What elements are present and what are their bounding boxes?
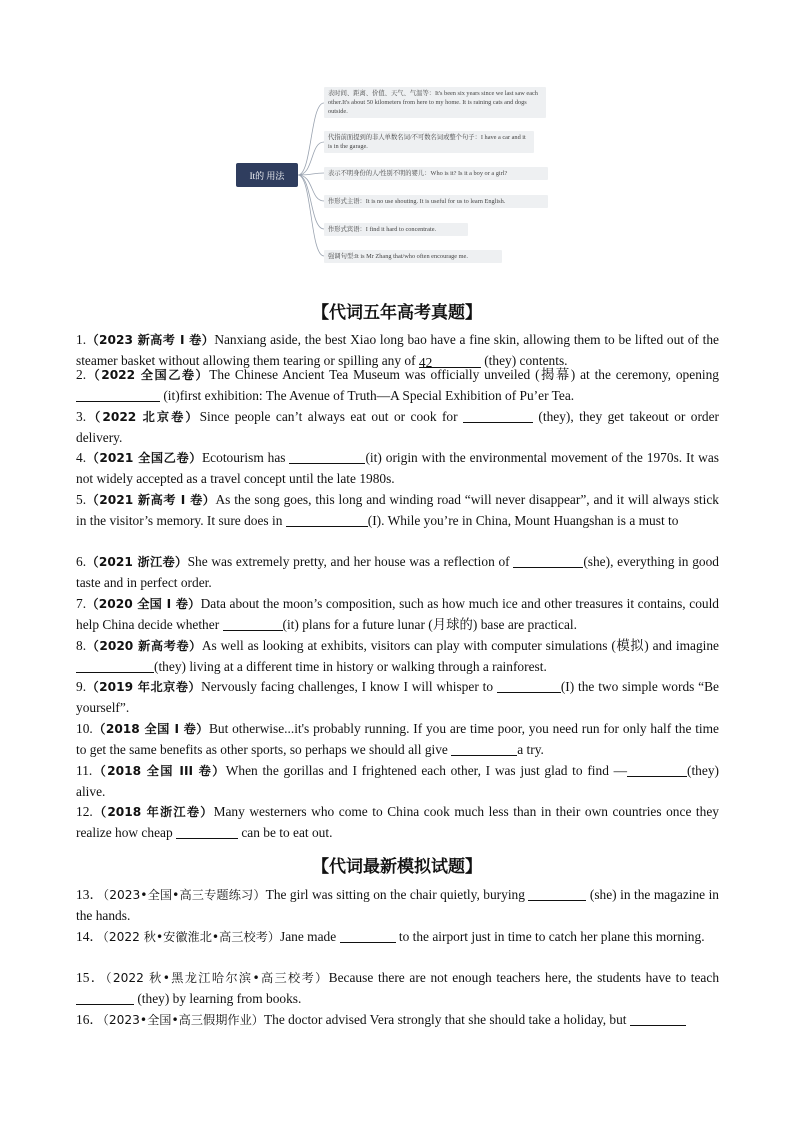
question-7: 7.（2020 全国 I 卷）Data about the moon’s composition, such as how much ice and other treasures it contains, could help China decide whether (it) plans for a future lunar (月球的) base are practical. (76, 596, 720, 632)
mindmap-node-unknown-identity: 表示不明身份的人/性别不明的婴儿：Who is it? Is it a boy or a girl? (324, 167, 548, 180)
answer-blank[interactable] (463, 408, 533, 423)
question-2: 2.（2022 全国乙卷）The Chinese Ancient Tea Museum was officially unveiled (揭幕) at the ceremony, opening (it)first exhibition: The Avenue of Truth—A Special Exhibition of Pu’er Tea. (76, 367, 720, 403)
mindmap-node-reference: 代指前面提到的非人单数名词/不可数名词或整个句子：I have a car and it is in the garage. (324, 131, 534, 153)
answer-blank[interactable] (627, 762, 687, 777)
question-9: 9.（2019 年北京卷）Nervously facing challenges, I know I will whisper to (I) the two simple words “Be yourself”. (76, 679, 719, 715)
mindmap-node-formal-subject: 作形式主语：It is no use shouting. It is useful for us to learn English. (324, 195, 548, 208)
question-3: 3.（2022 北京卷）Since people can’t always eat out or cook for (they), they get takeout or order delivery. (76, 409, 720, 445)
answer-blank[interactable] (223, 616, 283, 631)
answer-blank[interactable] (76, 990, 134, 1005)
section-title-mock: 【代词最新模拟试题】 (312, 857, 482, 877)
answer-blank[interactable]: 42 (419, 353, 481, 368)
question-1: 1.（2023 新高考 I 卷）Nanxiang aside, the best Xiao long bao have a fine skin, allowing them to be lifted out of the steamer basket without allowing them tearing or spilling any of 42 (they) contents. (76, 332, 719, 370)
answer-blank[interactable] (513, 553, 583, 568)
answer-blank[interactable] (76, 387, 160, 402)
question-14: 14．（2022 秋•安徽淮北•高三校考）Jane made to the airport just in time to catch her plane this morning. (76, 929, 705, 944)
question-10: 10.（2018 全国 I 卷）But otherwise...it's probably running. If you are time poor, you need run for only half the time to get the same benefits as other sports, so perhaps we should all give a try. (76, 721, 719, 757)
question-8: 8.（2020 新高考卷）As well as looking at exhibits, visitors can play with computer simulations (模拟) and imagine (they) living at a different time in history or walking through a rainforest. (76, 638, 719, 674)
answer-blank[interactable] (340, 928, 396, 943)
mindmap-node-time-distance: 表时间、距离、价值、天气、气温等：It's been six years since we last saw each other.It's about 50 kilometers from here to my home. It is raining cats and dogs outside. (324, 87, 546, 118)
section-title-gaokao: 【代词五年高考真题】 (312, 303, 482, 323)
answer-blank[interactable] (528, 886, 586, 901)
mindmap-node-emphasis: 强调句型:It is Mr Zhang that/who often encourage me. (324, 250, 502, 263)
question-4: 4.（2021 全国乙卷）Ecotourism has (it) origin with the environmental movement of the 1970s. It was not widely accepted as a travel concept until the late 1980s. (76, 450, 719, 486)
question-5: 5.（2021 新高考 I 卷）As the song goes, this long and winding road “will never disappear”, and it will always stick in the visitor’s memory. It sure does in (I). While you’re in China, Mount Huangshan is a must to (76, 492, 719, 528)
question-15: 15．（2022 秋•黑龙江哈尔滨•高三校考）Because there are not enough teachers here, the students have to teach (they) by learning from books. (76, 970, 720, 1006)
answer-blank[interactable] (289, 449, 365, 464)
answer-blank[interactable] (286, 512, 368, 527)
question-11: 11.（2018 全国 III 卷）When the gorillas and I frightened each other, I was just glad to find — (they) alive. (76, 763, 719, 799)
question-13: 13．（2023•全国•高三专题练习）The girl was sitting on the chair quietly, burying (she) in the magazine in the hands. (76, 887, 720, 923)
answer-blank[interactable] (630, 1011, 686, 1026)
it-usage-mindmap (0, 0, 794, 275)
mindmap-node-formal-object: 作形式宾语：I find it hard to concentrate. (324, 223, 468, 236)
mindmap-root: It的 用法 (236, 163, 298, 187)
answer-blank[interactable] (76, 658, 154, 673)
question-6: 6.（2021 浙江卷）She was extremely pretty, and her house was a reflection of (she), everything in good taste and in perfect order. (76, 554, 719, 590)
question-12: 12.（2018 年浙江卷）Many westerners who come to China cook much less than in their own countries once they realize how cheap can be to eat out. (76, 804, 719, 840)
question-16: 16．（2023•全国•高三假期作业）The doctor advised Vera strongly that she should take a holiday, but (76, 1010, 719, 1031)
answer-blank[interactable] (451, 741, 517, 756)
answer-blank[interactable] (497, 678, 561, 693)
answer-blank[interactable] (176, 824, 238, 839)
